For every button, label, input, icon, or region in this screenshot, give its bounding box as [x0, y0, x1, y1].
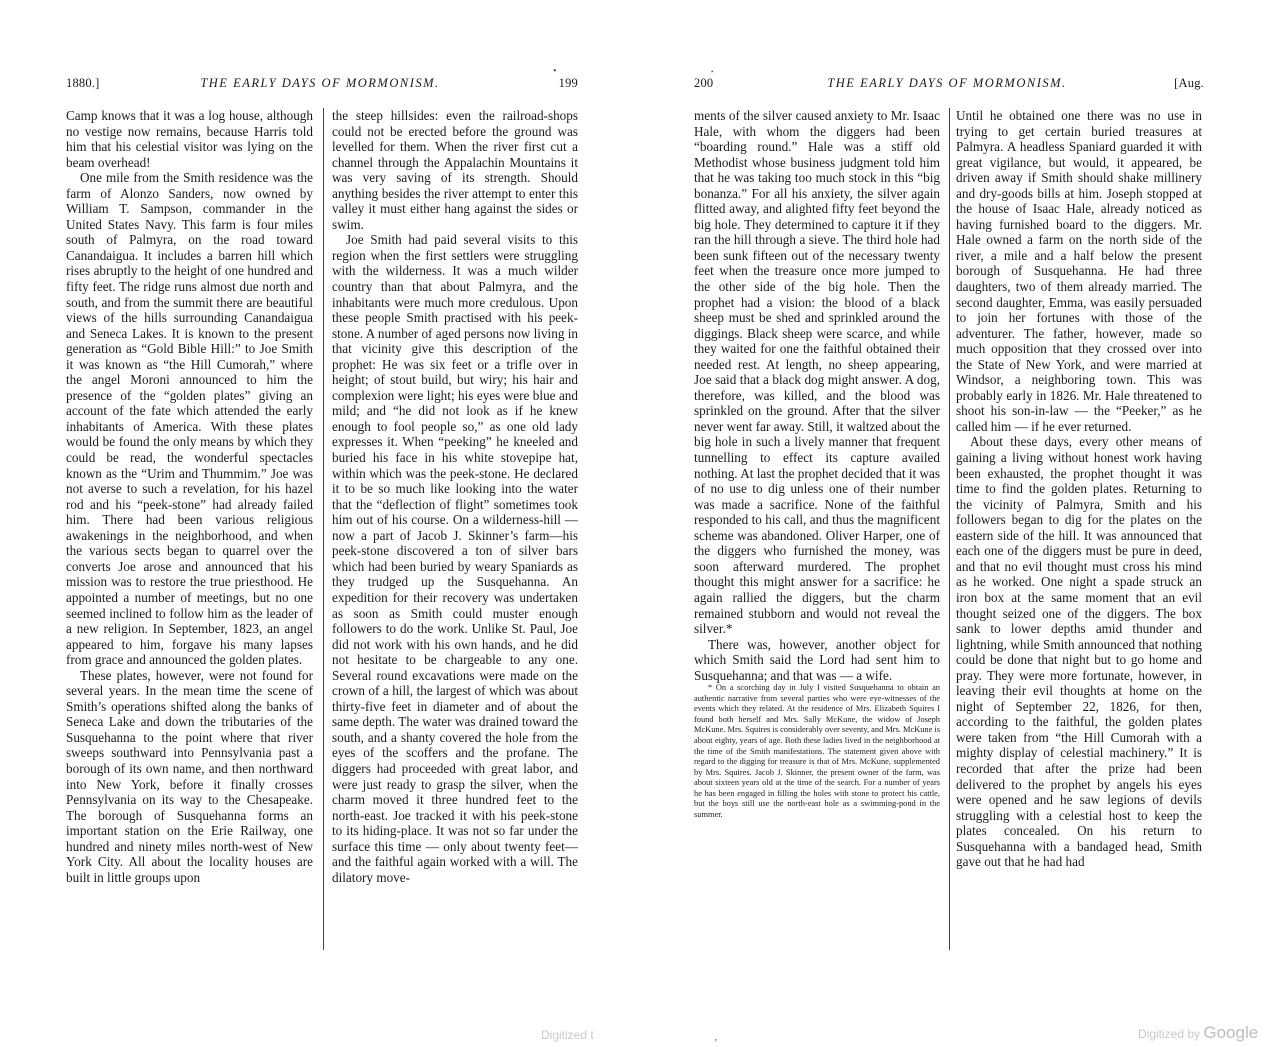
- header-month: [Aug.: [1174, 76, 1204, 90]
- watermark-prefix: Digitized by: [1138, 1027, 1201, 1041]
- scan-speck: ‚: [714, 1032, 718, 1043]
- paragraph: These plates, however, were not found for several years. In the mean time the scene of Smith’s operations shifted along the banks of Seneca Lake and down the tributaries of the Susquehanna to the point where that river sweeps southward into Pennsylvania past a borough of its own name, and then northward into New York, before it finally crosses Pennsylvania on its way to the Chesapeake. The borough of Susquehanna forms an important station on the Erie Railway, one hundred and ninety miles north-west of New York City. All about the locality houses are built in little groups upon: [66, 667, 313, 885]
- page-number: 199: [558, 76, 578, 90]
- column-divider: [323, 108, 324, 950]
- google-logo-text: Google: [1203, 1023, 1259, 1042]
- paragraph: One mile from the Smith residence was the farm of Alonzo Sanders, now owned by William T. Sampson, commander in the United States Navy. This farm is four miles south of Palmyra, on the road toward Canandaigua. It includes a barren hill which rises abruptly to the height of one hundred and fifty feet. The ridge runs almost due north and south, and from the summit there are beautiful views of the hills surrounding Canandaigua and Seneca Lakes. It is known to the present generation as “Gold Bible Hill:” to Joe Smith it was known as “the Hill Cumorah,” where the angel Moroni announced to him the presence of the “golden plates” giving an account of the fate which attended the early inhabitants of America. With these plates would be found the only means by which they could be read, the wonderful spectacles known as the “Urim and Thummim.” Joe was not averse to such a revelation, for his hazel rod and his “peek-stone” had already failed him. There had been various religious awakenings in the neighborhood, and when the various sects began to quarrel over the converts Joe arose and announced that his mission was to restore the true priesthood. He appointed a number of meetings, but no one seemed inclined to follow him as the leader of a new religion. In September, 1823, an angel appeared to him, forgave his many lapses from grace and announced the golden plates.: [66, 170, 313, 668]
- footnote: * On a scorching day in July I visited Susquehanna to obtain an authentic narrative from several parties who were eye-witnesses of the events which they related. At the residence of Mrs. Elizabeth Squires I found both herself and Mrs. Sally McKune, the widow of Joseph McKune. Mrs. Squires is considerably over seventy, and Mrs. McKune is about eighty, years of age. Both these ladies lived in the neighborhood at the time of the Smith manifestations. The statement given above with regard to the digging for treasure is that of Mrs. McKune, supplemented by Mrs. Squires. Jacob J. Skinner, the present owner of the farm, was about sixteen years old at the time of the search. For a number of years he has been engaged in filling the holes with stone to protect his cattle, but the boys still use the north-east hole as a swimming-pond in the summer.: [694, 683, 941, 819]
- left-page-column-1: [66, 108, 313, 885]
- paragraph: ments of the silver caused anxiety to Mr. Isaac Hale, with whom the diggers had been “boarding round.” Hale was a stiff old Methodist whose business judgment told him that he was taking too much stock in this “big bonanza.” For all his anxiety, the silver again flitted away, and alighted fifty feet beyond the big hole. They determined to capture it if they ran the hill through a sieve. The third hole had been sunk fifteen out of the necessary twenty feet when the treasure once more jumped to the other side of the big hole. Then the prophet had a vision: the blood of a black sheep must be shed and sprinkled around the diggings. Black sheep were scarce, and while they waited for one the faithful obtained their needed rest. At length, no sheep appearing, Joe said that a black dog might answer. A dog, therefore, was killed, and the blood was sprinkled on the ground. After that the silver never went far away. Still, it waltzed about the big hole in such a lively manner that frequent tunnelling to effect its capture availed nothing. At last the prophet decided that it was of no use to dig unless one of their number was made a sacrifice. None of the faithful responded to his call, and thus the magnificent scheme was abandoned. Oliver Harper, one of the diggers who furnished the money, was soon afterward murdered. The prophet thought this might answer for a sacrifice: he again rallied the diggers, but the charm remained stubborn and would not reveal the silver.*: [694, 108, 940, 637]
- right-page-column-1: [694, 108, 940, 820]
- running-title: THE EARLY DAYS OF MORMONISM.: [200, 76, 440, 90]
- google-watermark: [1138, 1023, 1258, 1043]
- header-year: 1880.]: [66, 76, 100, 90]
- paragraph: Joe Smith had paid several visits to this region when the first settlers were struggling with the wilderness. It was a much wilder country than that about Palmyra, and the inhabitants were much more credulous. Upon these people Smith practised with his peek-stone. A number of aged persons now living in that vicinity give this description of the prophet: He was six feet or a trifle over in height; of stout build, but wiry; his hair and complexion were light; his eyes were blue and mild; and “he did not look as if he knew enough to fool people so,” as one old lady expresses it. When “peeking” he kneeled and buried his face in his white stovepipe hat, within which was the peek-stone. He declared it to be so much like looking into the water that the “deflection of flight” sometimes took him out of his course. On a wilderness-hill — now a part of Jacob J. Skinner’s farm—his peek-stone discovered a ton of silver bars which had been buried by weary Spaniards as they trudged up the Susquehanna. An expedition for their recovery was undertaken as soon as Smith could muster enough followers to do the work. Unlike St. Paul, Joe did not work with his own hands, and he did not hesitate to be chargeable to any one. Several round excavations were made on the crown of a hill, the largest of which was about thirty-five feet in diameter and of about the same depth. The water was drained toward the south, and a shanty covered the hole from the eyes of the scoffers and the profane. The diggers had proceeded with great labor, and were just ready to grasp the silver, when the charm moved it three hundred feet to the north-east. Joe tracked it with his peek-stone to its hiding-place. It was not so far under the surface this time — only about twenty feet—and the faithful again worked with a will. The dilatory move-: [332, 232, 578, 885]
- paragraph: About these days, every other means of gaining a living without honest work having been exhausted, the prophet thought it was time to find the golden plates. Returning to the vicinity of Palmyra, Smith and his followers began to dig for the plates on the eastern side of the hill. It was announced that each one of the diggers must be pure in deed, and that no evil thought must cross his mind as he worked. One night a spade struck an iron box at the same moment that an evil thought seized one of the diggers. The box sank to lower depths amid thunder and lightning, while Smith announced that nothing could be done that night but to go home and pray. They were more fortunate, however, in leaving their evil thoughts at home on the night of September 22, 1826, for then, according to the faithful, the golden plates were taken from “the Hill Cumorah with a mighty display of celestial machinery.” It is recorded that after the prize had been delivered to the prophet by angels his eyes were opened and he saw legions of devils struggling with a celestial host to keep the plates concealed. On his return to Susquehanna with a bandaged head, Smith gave out that he had had: [956, 434, 1202, 870]
- left-page: [60, 0, 580, 1000]
- watermark-text: Digitized t: [541, 1028, 594, 1042]
- paragraph: There was, however, another object for which Smith said the Lord had sent him to Susquehanna; and that was — a wife.: [694, 636, 940, 683]
- paragraph: Camp knows that it was a log house, although no vestige now remains, because Harris told him that his celestial visitor was lying on the beam overhead!: [66, 108, 313, 170]
- scan-speck: •: [711, 68, 714, 76]
- digitized-watermark: [541, 1028, 594, 1042]
- right-page: [688, 0, 1206, 1000]
- running-title: THE EARLY DAYS OF MORMONISM.: [827, 76, 1067, 90]
- page-number: 200: [694, 76, 714, 90]
- right-page-column-2: [956, 108, 1202, 870]
- paragraph: the steep hillsides: even the railroad-shops could not be erected before the ground was levelled for them. When the river first cut a channel through the Appalachin Mountains it was very saving of its strength. Should anything besides the river attempt to enter this valley it must either hang against the sides or swim.: [332, 108, 578, 232]
- column-divider: [949, 108, 950, 950]
- scan-speck: •: [553, 66, 557, 77]
- paragraph: Until he obtained one there was no use in trying to get certain buried treasures at Palmyra. A headless Spaniard guarded it with great vigilance, but would, it appeared, be driven away if Smith should shake millinery and dry-goods bills at him. Joseph stopped at the house of Isaac Hale, already noticed as having furnished board to the diggers. Mr. Hale owned a farm on the north side of the river, a mile and a half below the present borough of Susquehanna. He had three daughters, two of them already married. The second daughter, Emma, was easily persuaded to join her fortunes with those of the adventurer. The father, however, made so much opposition that they crossed over into the State of New York, and were married at Windsor, a neighboring town. This was probably early in 1826. Mr. Hale threatened to shoot his son-in-law — the “Peeker,” as he called him — if he ever returned.: [956, 108, 1202, 434]
- right-page-header: [688, 76, 1206, 96]
- left-page-header: [60, 76, 580, 96]
- left-page-column-2: [332, 108, 578, 885]
